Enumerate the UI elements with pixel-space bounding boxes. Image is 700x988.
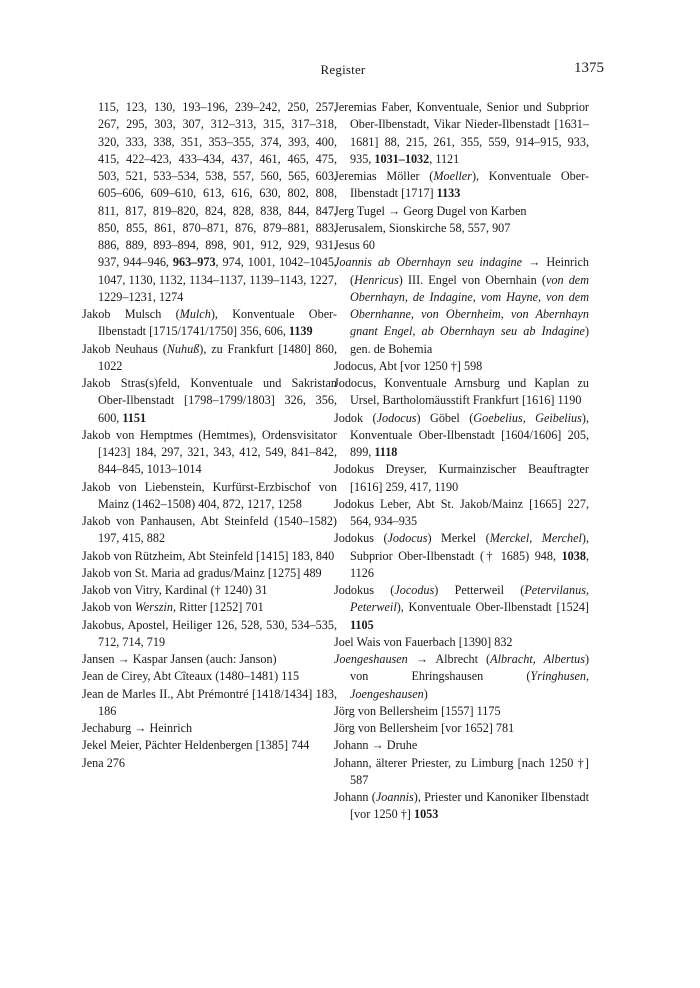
index-entry bbox=[82, 755, 337, 772]
entry-text: , 1126 bbox=[350, 548, 589, 580]
entry-text: , Ritter [1252] 701 bbox=[172, 600, 264, 615]
running-title: Register bbox=[320, 62, 366, 77]
page-ref-bold: 1038 bbox=[561, 548, 586, 563]
entry-text: Jakob von St. Maria ad gradus/Mainz [1275] 489 bbox=[82, 565, 322, 580]
index-entry bbox=[82, 341, 337, 376]
index-entry bbox=[334, 634, 589, 651]
entry-text: Jean de Cirey, Abt Cîteaux (1480–1481) 115 bbox=[82, 669, 300, 684]
name-variant-italic: Yringhusen, Joengeshausen bbox=[350, 669, 589, 701]
name-variant-italic: Nuhuß bbox=[166, 341, 200, 356]
index-entry bbox=[334, 461, 589, 496]
entry-text: Jean de Marles II., Abt Prémontré [1418/1434] 183, 186 bbox=[82, 686, 337, 718]
index-entry bbox=[334, 220, 589, 237]
entry-text: ) gen. de Bohemia bbox=[350, 324, 589, 356]
entry-text: Jerg Tugel → Georg Dugel von Karben bbox=[334, 203, 527, 218]
entry-text: ), Konventuale Ober-Ilbenstadt [1604/1606] 205, 899, bbox=[350, 410, 589, 459]
name-variant-italic: Albracht, Albertus bbox=[490, 652, 585, 666]
index-entry bbox=[334, 168, 589, 203]
entry-text: Jansen → Kaspar Jansen (auch: Janson) bbox=[82, 652, 277, 666]
index-entry bbox=[82, 668, 337, 685]
entry-text: Jerusalem, Sionskirche 58, 557, 907 bbox=[334, 220, 511, 235]
index-entry bbox=[334, 720, 589, 737]
index-entry bbox=[82, 599, 337, 616]
index-entry bbox=[82, 617, 337, 652]
entry-text: → Albrecht ( bbox=[407, 652, 491, 666]
index-entry bbox=[334, 530, 589, 582]
page-ref-bold: 1031–1032 bbox=[374, 151, 430, 166]
index-entry bbox=[334, 789, 589, 824]
index-entry bbox=[334, 755, 589, 790]
page-ref-bold: 1118 bbox=[374, 445, 398, 459]
entry-text: Jakob Neuhaus ( bbox=[82, 341, 167, 356]
entry-text: ), Konventuale Ober-Ilbenstadt [1715/1741/1750] 356, 606, bbox=[98, 307, 337, 339]
index-entry bbox=[334, 237, 589, 254]
entry-text: Jodokus Leber, Abt St. Jakob/Mainz [1665] 227, 564, 934–935 bbox=[334, 496, 589, 528]
page-ref-bold: 1133 bbox=[436, 186, 461, 201]
entry-text: ), Subprior Ober-Ilbenstadt († 1685) 948, bbox=[350, 531, 590, 563]
index-entry bbox=[82, 306, 337, 341]
page-ref-bold: 1053 bbox=[413, 807, 439, 822]
name-variant-italic: Jodocus bbox=[376, 410, 417, 425]
entry-text: ) bbox=[423, 686, 428, 701]
entry-text: ) III. Engel von Obernhain ( bbox=[398, 272, 546, 287]
entry-text: ), zu Frankfurt [1480] 860, 1022 bbox=[98, 341, 337, 373]
entry-text: ) Merkel ( bbox=[427, 531, 490, 546]
index-entry bbox=[334, 99, 589, 168]
entry-text: Jakob von bbox=[82, 600, 135, 615]
index-entry bbox=[82, 479, 337, 514]
name-variant-italic: von dem Obernhayn, de Indagine, vom Hayne, von dem Obernhanne, von Obernheim, von Abernhayn gnant Engel, ab Obernhayn seu ab Indagine bbox=[350, 272, 589, 339]
index-entry bbox=[334, 410, 589, 462]
entry-text: Jörg von Bellersheim [1557] 1175 bbox=[334, 703, 501, 718]
name-variant-italic: Petervilanus, Peterweil bbox=[350, 583, 590, 615]
index-entry bbox=[334, 203, 589, 220]
entry-text: Jakob Stras(s)feld, Konventuale und Sakristan Ober-Ilbenstadt [1798–1799/1803] 326, 356, 600, bbox=[82, 376, 337, 425]
entry-text: Joel Wais von Fauerbach [1390] 832 bbox=[334, 634, 513, 649]
index-column-left bbox=[82, 99, 337, 772]
index-entry bbox=[334, 582, 589, 634]
entry-text: Jodokus ( bbox=[334, 583, 395, 597]
entry-text: Jodocus, Konventuale Arnsburg und Kaplan zu Ursel, Bartholomäusstift Frankfurt [1616] 1190 bbox=[334, 376, 589, 408]
index-entry bbox=[82, 582, 337, 599]
entry-text: Jekel Meier, Pächter Heldenbergen [1385] 744 bbox=[82, 738, 310, 753]
name-variant-italic: Henricus bbox=[354, 272, 399, 287]
entry-text: 115, 123, 130, 193–196, 239–242, 250, 257, 267, 295, 303, 307, 312–313, 315, 317–318, 320, 333, 338, 351, 353–355, 374, 393, 400, 415, 422–423, 433–434, 437, 461, 465, 475, 503, 521, 533–534, 538, 557, 560, 565, 603, 605–606, 609–610, 613, 616, 630, 802, 808, 811, 817, 819–820, 824, 828, 838, 844, 847, 850, 855, 861, 870–871, 876, 879–881, 883, 886, 889, 893–894, 898, 901, 912, 929, 931, 937, 944–946, bbox=[98, 100, 337, 270]
index-entry bbox=[82, 427, 337, 479]
name-variant-italic: Goebelius, Geibelius bbox=[473, 410, 582, 425]
index-entry bbox=[82, 686, 337, 721]
name-variant-italic: Jodocus bbox=[387, 531, 428, 546]
entry-text: Jena 276 bbox=[82, 755, 125, 770]
entry-text: Jörg von Bellersheim [vor 1652] 781 bbox=[334, 721, 515, 735]
index-entry bbox=[82, 375, 337, 427]
index-entry bbox=[82, 720, 337, 737]
entry-text: ) Petterweil ( bbox=[434, 583, 525, 597]
name-variant-italic: Joannis bbox=[375, 790, 414, 804]
entry-text: Jakob Mulsch ( bbox=[82, 307, 180, 321]
index-entry bbox=[82, 565, 337, 582]
index-entry bbox=[82, 737, 337, 754]
entry-text: Jakob von Liebenstein, Kurfürst-Erzbischof von Mainz (1462–1508) 404, 872, 1217, 1258 bbox=[82, 479, 337, 511]
entry-text: Jakob von Vitry, Kardinal († 1240) 31 bbox=[82, 583, 268, 597]
entry-text: Jakob von Panhausen, Abt Steinfeld (1540–1582) 197, 415, 882 bbox=[82, 514, 337, 546]
index-entry bbox=[334, 703, 589, 720]
entry-text: ), Konventuale Ober-Ilbenstadt [1717] bbox=[350, 169, 589, 201]
entry-text: , 974, 1001, 1042–1045, 1047, 1130, 1132, 1134–1137, 1139–1143, 1227, 1229–1231, 1274 bbox=[98, 255, 338, 304]
page-ref-bold: 1105 bbox=[350, 617, 374, 632]
index-entry bbox=[334, 651, 589, 703]
entry-text: Jodok ( bbox=[334, 410, 377, 425]
name-variant-italic: Jocodus bbox=[394, 583, 435, 597]
page-ref-bold: 1139 bbox=[288, 324, 313, 339]
entry-text: ), Konventuale Ober-Ilbenstadt [1524] bbox=[396, 600, 589, 615]
page-header bbox=[82, 62, 604, 82]
entry-text: ), Priester und Kanoniker Ilbenstadt [vor 1250 †] bbox=[350, 790, 589, 822]
entry-text: Jodocus, Abt [vor 1250 †] 598 bbox=[334, 358, 483, 373]
entry-text: Jesus 60 bbox=[334, 238, 375, 252]
entry-text: ) von Ehringshausen ( bbox=[350, 652, 590, 684]
index-column-right bbox=[334, 99, 589, 824]
entry-text: Jeremias Möller ( bbox=[334, 169, 434, 183]
entry-text: Jodokus Dreyser, Kurmainzischer Beauftragter [1616] 259, 417, 1190 bbox=[334, 462, 589, 494]
index-entry bbox=[334, 737, 589, 754]
page-number: 1375 bbox=[574, 60, 604, 76]
entry-text: Johann → Druhe bbox=[334, 738, 418, 753]
index-entry bbox=[82, 513, 337, 548]
index-entry bbox=[82, 651, 337, 668]
index-entry bbox=[334, 496, 589, 531]
entry-text: Johann ( bbox=[334, 790, 376, 804]
entry-text: → Heinrich ( bbox=[350, 255, 589, 287]
index-entry bbox=[334, 375, 589, 410]
name-variant-italic: Moeller bbox=[433, 169, 472, 183]
entry-text: Jakobus, Apostel, Heiliger 126, 528, 530, 534–535, 712, 714, 719 bbox=[82, 617, 337, 649]
entry-text: Jechaburg → Heinrich bbox=[82, 721, 193, 735]
page-ref-bold: 1151 bbox=[122, 410, 147, 425]
entry-text: Jodokus ( bbox=[334, 531, 388, 546]
entry-text: Jakob von Hemptmes (Hemtmes), Ordensvisitator [1423] 184, 297, 321, 343, 412, 549, 841–842, 844–845, 1013–1014 bbox=[82, 427, 337, 477]
index-entry bbox=[334, 358, 589, 375]
entry-text: , 1121 bbox=[429, 151, 460, 166]
name-variant-italic: Merckel, Merchel bbox=[489, 531, 582, 546]
index-entry bbox=[82, 548, 337, 565]
index-entry bbox=[82, 99, 337, 306]
entry-text: Johann, älterer Priester, zu Limburg [nach 1250 †] 587 bbox=[334, 755, 589, 787]
name-variant-italic: Joengeshausen bbox=[334, 652, 408, 666]
entry-text: Jeremias Faber, Konventuale, Senior und Subprior Ober-Ilbenstadt, Vikar Nieder-Ilbenstadt [1631–1681] 88, 215, 261, 355, 559, 914–915, 933, 935, bbox=[334, 100, 589, 166]
entry-text: Jakob von Rützheim, Abt Steinfeld [1415] 183, 840 bbox=[82, 548, 335, 563]
name-variant-italic: Joannis ab Obernhayn seu indagine bbox=[334, 255, 523, 270]
name-variant-italic: Werszin bbox=[134, 600, 173, 615]
index-entry bbox=[334, 254, 589, 358]
name-variant-italic: Mulch bbox=[179, 307, 211, 321]
entry-text: ) Göbel ( bbox=[416, 410, 474, 425]
page-ref-bold: 963–973 bbox=[172, 255, 216, 270]
